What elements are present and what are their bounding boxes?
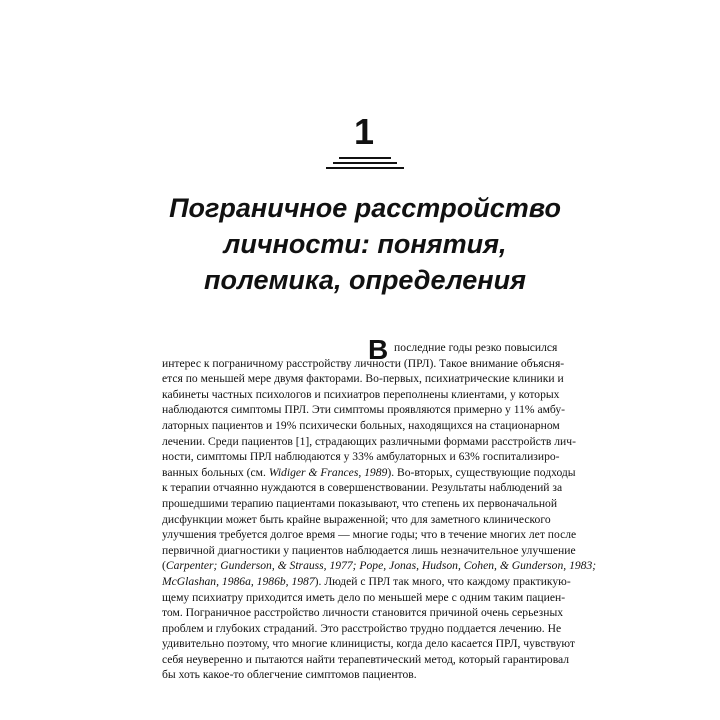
text-line: прошедшими терапию пациентами показывают, что степень их первоначальной (162, 496, 558, 510)
citation: Widiger & Frances, 1989 (268, 465, 388, 479)
chapter-title-line: полемика, определения (204, 265, 526, 295)
text-line: McGlashan, 1986a, 1986b, 1987). Людей с ПРЛ так много, что каждому практикую- (162, 574, 571, 588)
text-line: наблюдаются симптомы ПРЛ. Эти симптомы проявляются примерно у 11% амбу- (162, 403, 566, 417)
text-line: кабинеты частных психологов и психиатров переполнены клиентами, у которых (162, 387, 560, 401)
chapter-ornament (326, 157, 404, 169)
text-line: ется по меньшей мере двумя факторами. Во-первых, психиатрические клиники и (162, 372, 564, 386)
text-line: дисфункции может быть крайне выраженной; что для заметного клинического (162, 512, 551, 526)
text-line: ванных больных (см. Widiger & Frances, 1989). Во-вторых, существующие подходы (162, 465, 576, 479)
ornament-rule (326, 167, 404, 169)
text-line: последние годы резко повысился (394, 341, 558, 354)
text-line: к терапии отчаянно нуждаются в совершенствовании. Результаты наблюдений за (162, 481, 563, 495)
chapter-title (120, 190, 610, 298)
chapter-number: 1 (353, 111, 375, 152)
text-line: том. Пограничное расстройство личности становится причиной очень серьезных (162, 606, 564, 620)
drop-cap: В (368, 334, 389, 365)
text-line: первичной диагностики у пациентов наблюдается лишь незначительное улучшение (162, 543, 576, 557)
text-line: проблем и глубоких страданий. Это расстройство трудно поддается лечению. Не (162, 621, 562, 635)
text-line: лечении. Среди пациентов [1], страдающих различными формами расстройств лич- (162, 434, 576, 448)
citation: Carpenter; Gunderson, & Strauss, 1977; Pope, Jonas, Hudson, Cohen, & Gunderson, 1983; (165, 559, 597, 573)
text-line: улучшения требуется долгое время — многие годы; что в течение многих лет после (162, 528, 577, 542)
ornament-rule (333, 162, 397, 164)
text-line: бы хоть какое-то облегчение симптомов пациентов. (162, 668, 417, 682)
ornament-rule (339, 157, 391, 159)
chapter-title-line: Пограничное расстройство (169, 193, 561, 223)
text-line: ности, симптомы ПРЛ наблюдаются у 33% амбулаторных и 63% госпитализиро- (162, 450, 560, 464)
text-line: (Carpenter; Gunderson, & Strauss, 1977; Pope, Jonas, Hudson, Cohen, & Gunderson, 1983; (162, 559, 597, 573)
chapter-title-line: личности: понятия, (223, 229, 507, 259)
text-line: латорных пациентов и 19% психически больных, находящихся на стационарном (162, 418, 560, 432)
text-line: щему психиатру приходится иметь дело по меньшей мере с одним таким пациен- (162, 590, 566, 604)
text-line: себя неуверенно и пытаются найти терапевтический метод, который гарантировал (162, 652, 570, 666)
citation: McGlashan, 1986a, 1986b, 1987 (162, 574, 315, 588)
text-line: интерес к пограничному расстройству личности (ПРЛ). Такое внимание объясня- (162, 356, 565, 370)
text-line: удивительно поэтому, что многие клиницисты, когда дело касается ПРЛ, чувствуют (162, 637, 575, 651)
body-paragraph (162, 340, 597, 683)
